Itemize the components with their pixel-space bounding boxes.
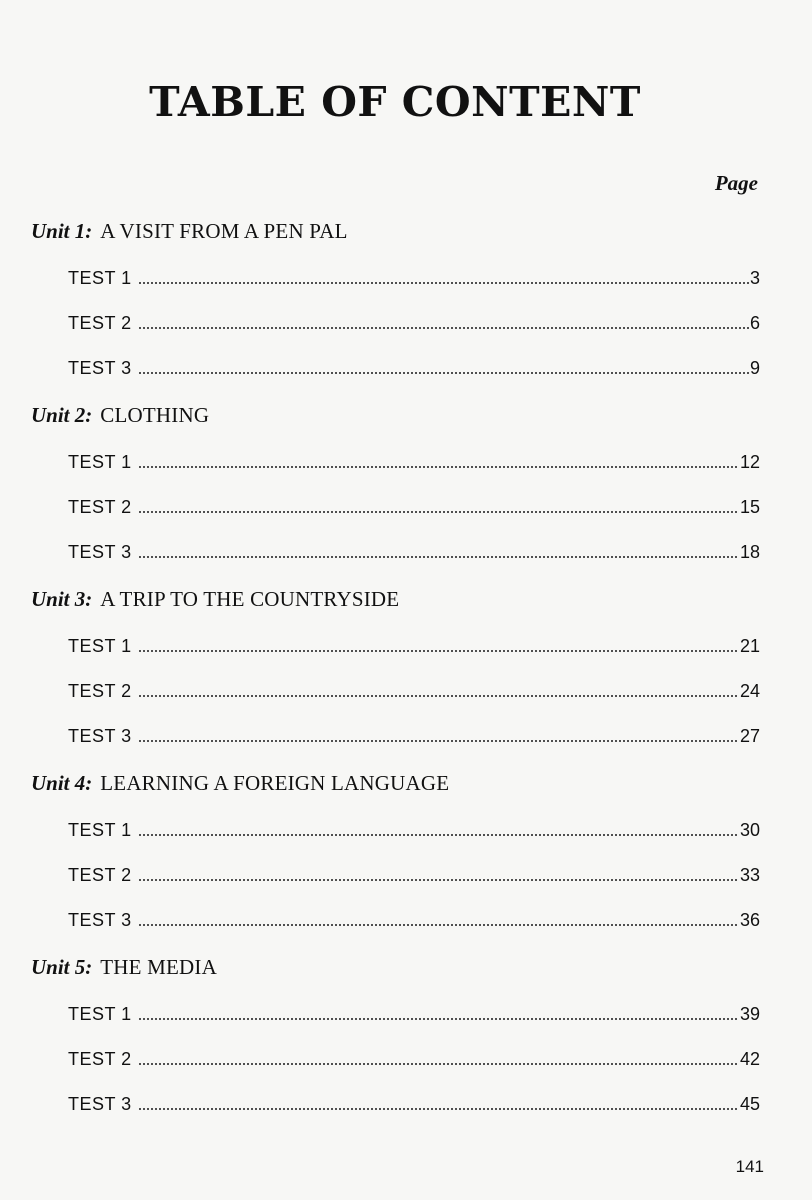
- toc-entry: [68, 1004, 760, 1025]
- test-name: TEST 2: [68, 865, 132, 885]
- toc-entry: [68, 636, 760, 657]
- toc-entry: [68, 726, 760, 747]
- test-page: 45: [739, 1094, 760, 1114]
- dot-leader: [138, 695, 739, 697]
- test-page: 12: [739, 452, 760, 472]
- unit-label: Unit 2:: [31, 403, 93, 427]
- test-name: TEST 1: [68, 268, 132, 288]
- toc-entry: [68, 497, 760, 518]
- toc-entry: [68, 865, 760, 886]
- page-column-heading: Page: [714, 171, 758, 195]
- dot-leader: [138, 1018, 739, 1020]
- test-page: 39: [739, 1004, 760, 1024]
- dot-leader: [138, 834, 739, 836]
- test-page: 9: [749, 358, 760, 378]
- dot-leader: [138, 650, 739, 652]
- toc-entry: [68, 358, 760, 379]
- dot-leader: [138, 372, 749, 374]
- toc-entry: [68, 820, 760, 841]
- unit-heading: [31, 219, 348, 244]
- test-name: TEST 3: [68, 1094, 132, 1114]
- dot-leader: [138, 1063, 739, 1065]
- toc-entry: [68, 910, 760, 931]
- test-name: TEST 3: [68, 358, 132, 378]
- test-page: 21: [739, 636, 760, 656]
- toc-entry: [68, 268, 760, 289]
- test-page: 6: [749, 313, 760, 333]
- test-name: TEST 2: [68, 681, 132, 701]
- test-page: 36: [739, 910, 760, 930]
- test-name: TEST 2: [68, 1049, 132, 1069]
- dot-leader: [138, 327, 749, 329]
- test-page: 33: [739, 865, 760, 885]
- test-page: 3: [749, 268, 760, 288]
- dot-leader: [138, 282, 749, 284]
- unit-heading: [31, 403, 209, 428]
- toc-entry: [68, 313, 760, 334]
- unit-title: A VISIT FROM A PEN PAL: [100, 219, 348, 243]
- test-name: TEST 3: [68, 910, 132, 930]
- test-name: TEST 1: [68, 636, 132, 656]
- test-name: TEST 3: [68, 726, 132, 746]
- dot-leader: [138, 924, 739, 926]
- test-page: 27: [739, 726, 760, 746]
- page-number: 141: [735, 1157, 764, 1176]
- unit-label: Unit 1:: [31, 219, 93, 243]
- unit-label: Unit 4:: [31, 771, 93, 795]
- test-name: TEST 1: [68, 1004, 132, 1024]
- toc-entry: [68, 542, 760, 563]
- test-name: TEST 2: [68, 497, 132, 517]
- dot-leader: [138, 1108, 739, 1110]
- test-name: TEST 3: [68, 542, 132, 562]
- dot-leader: [138, 511, 739, 513]
- test-page: 42: [739, 1049, 760, 1069]
- test-name: TEST 1: [68, 452, 132, 472]
- test-page: 15: [739, 497, 760, 517]
- dot-leader: [138, 740, 739, 742]
- unit-heading: [31, 771, 449, 796]
- toc-entry: [68, 681, 760, 702]
- dot-leader: [138, 879, 739, 881]
- test-name: TEST 2: [68, 313, 132, 333]
- unit-heading: [31, 955, 217, 980]
- unit-heading: [31, 587, 399, 612]
- unit-title: LEARNING A FOREIGN LANGUAGE: [100, 771, 450, 795]
- unit-title: THE MEDIA: [100, 955, 217, 979]
- toc-entry: [68, 1094, 760, 1115]
- page-title: TABLE OF CONTENT: [149, 78, 641, 126]
- dot-leader: [138, 466, 739, 468]
- dot-leader: [138, 556, 739, 558]
- unit-title: CLOTHING: [100, 403, 210, 427]
- toc-entry: [68, 1049, 760, 1070]
- test-page: 24: [739, 681, 760, 701]
- test-page: 18: [739, 542, 760, 562]
- unit-label: Unit 3:: [31, 587, 93, 611]
- test-page: 30: [739, 820, 760, 840]
- unit-label: Unit 5:: [31, 955, 93, 979]
- test-name: TEST 1: [68, 820, 132, 840]
- toc-entry: [68, 452, 760, 473]
- unit-title: A TRIP TO THE COUNTRYSIDE: [100, 587, 400, 611]
